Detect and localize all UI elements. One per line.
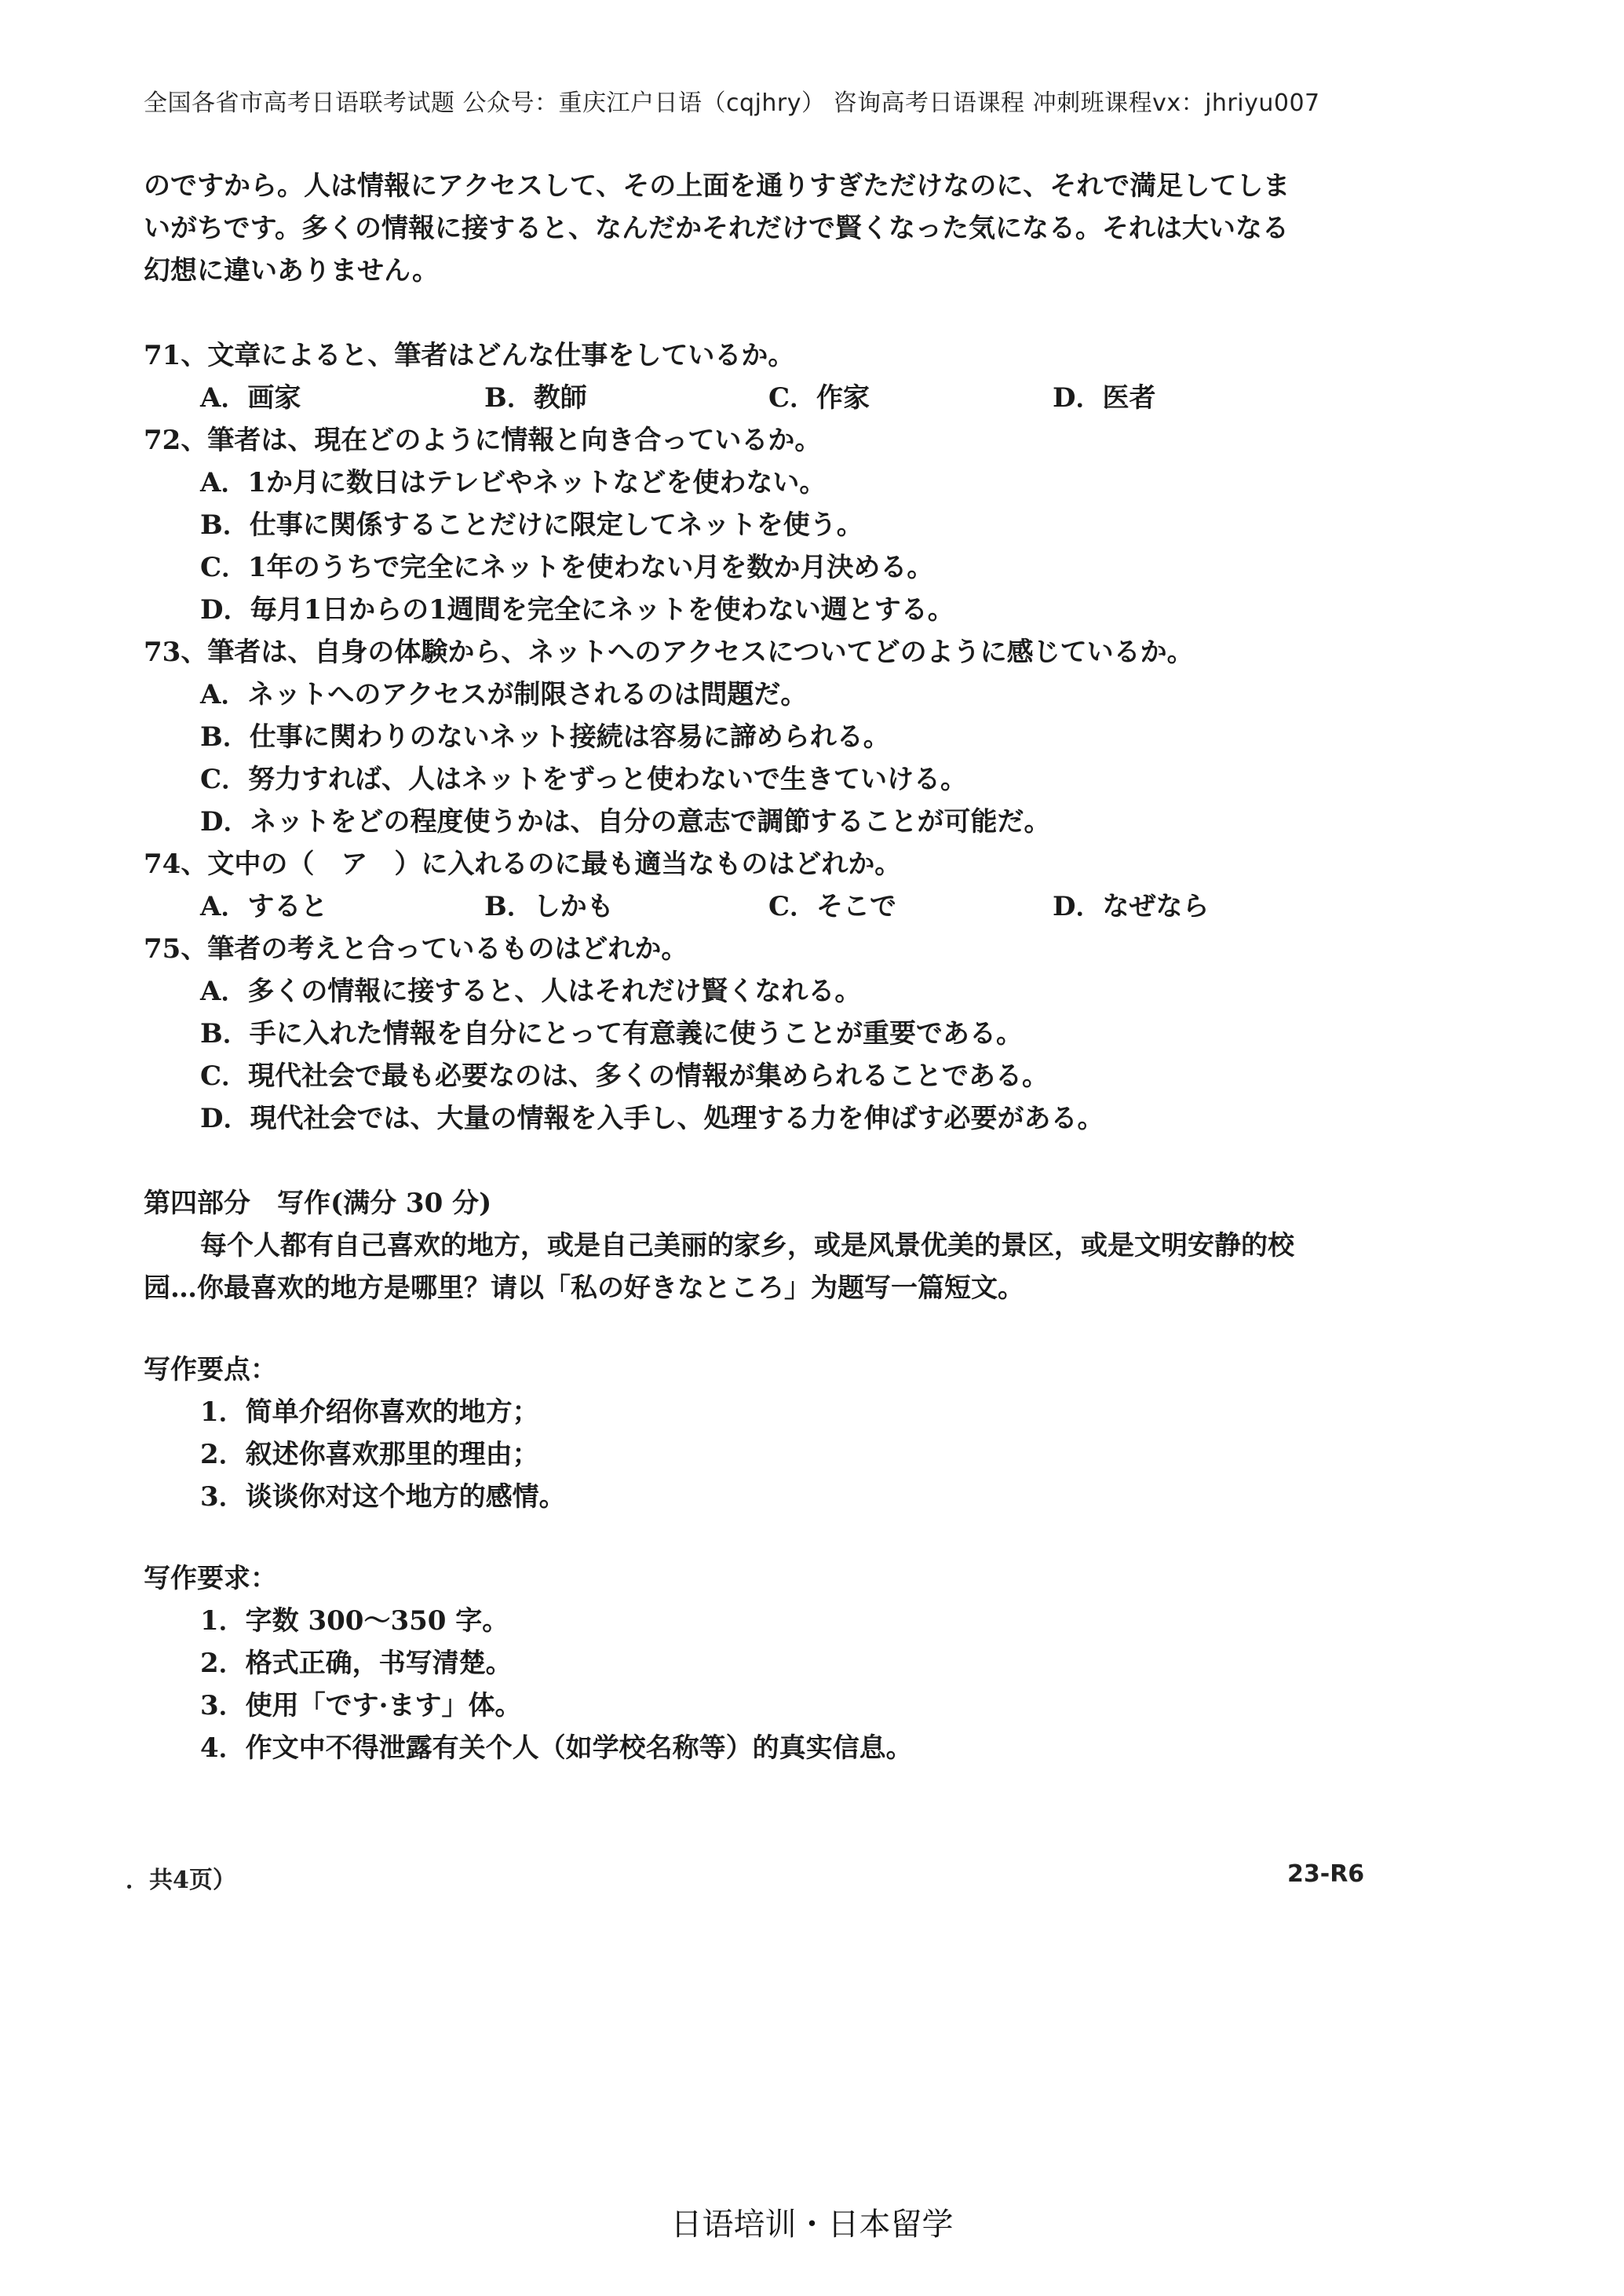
option-c: C．作家 xyxy=(768,382,870,414)
option-d: D．医者 xyxy=(1053,382,1156,414)
writing-points xyxy=(144,1391,1384,1518)
question-72 xyxy=(144,419,1384,631)
question-stem: 74、文中の（ ア ）に入れるのに最も適当なものはどれか。 xyxy=(144,849,902,880)
option-b: B．仕事に関係することだけに限定してネットを使う。 xyxy=(200,509,863,541)
writing-title: 第四部分 写作(满分 30 分) xyxy=(144,1188,492,1219)
writing-prompt-line: 园…你最喜欢的地方是哪里？请以「私の好きなところ」为题写一篇短文。 xyxy=(144,1272,1024,1304)
writing-point: 3．谈谈你对这个地方的感情。 xyxy=(200,1481,566,1513)
writing-requirement: 1．字数 300～350 字。 xyxy=(200,1605,509,1637)
option-d: D．毎月1日からの1週間を完全にネットを使わない週とする。 xyxy=(200,594,954,626)
writing-points-title: 写作要点： xyxy=(144,1354,277,1385)
page-header: 全国各省市高考日语联考试题 公众号：重庆江户日语（cqjhry） 咨询高考日语课程 冲刺班课程vx：jhriyu007 xyxy=(144,89,1320,117)
question-stem: 72、筆者は、現在どのように情報と向き合っているか。 xyxy=(144,425,822,456)
writing-requirements xyxy=(144,1600,1384,1769)
writing-requirement: 2．格式正确，书写清楚。 xyxy=(200,1648,513,1679)
option-a: A．画家 xyxy=(200,382,301,414)
option-d: D．ネットをどの程度使うかは、自分の意志で調節することが可能だ。 xyxy=(200,806,1051,838)
question-stem: 75、筆者の考えと合っているものはどれか。 xyxy=(144,933,688,965)
option-c: C．努力すれば、人はネットをずっと使わないで生きていける。 xyxy=(200,764,968,795)
option-c: C．1年のうちで完全にネットを使わない月を数か月決める。 xyxy=(200,552,934,583)
passage-line: いがちです。多くの情報に接すると、なんだかそれだけで賢くなった気になる。それは大いなる xyxy=(144,213,1289,244)
passage-line: 幻想に違いありません。 xyxy=(144,255,440,287)
writing-requirement: 4．作文中不得泄露有关个人（如学校名称等）的真实信息。 xyxy=(200,1732,913,1764)
option-a: A．多くの情報に接すると、人はそれだけ賢くなれる。 xyxy=(200,976,862,1007)
passage-end xyxy=(144,165,1384,292)
option-a: A．1か月に数日はテレビやネットなどを使わない。 xyxy=(200,467,827,498)
document-body xyxy=(144,165,1384,1769)
writing-section xyxy=(144,1182,1384,1769)
question-71 xyxy=(144,334,1384,419)
page-count-footer: ．共4页） xyxy=(126,1867,236,1894)
writing-point: 1．简单介绍你喜欢的地方； xyxy=(200,1396,539,1428)
writing-requirements-title: 写作要求： xyxy=(144,1563,277,1594)
question-stem: 73、筆者は、自身の体験から、ネットへのアクセスについてどのように感じているか。 xyxy=(144,637,1194,668)
question-75 xyxy=(144,928,1384,1140)
options-row xyxy=(144,377,1384,419)
option-c: C．現代社会で最も必要なのは、多くの情報が集められることである。 xyxy=(200,1060,1049,1092)
option-a: A．ネットへのアクセスが制限されるのは問題だ。 xyxy=(200,679,808,710)
options-list xyxy=(144,462,1384,631)
option-a: A．すると xyxy=(200,891,328,922)
paper-code-footer: 23-R6 xyxy=(1287,1860,1365,1888)
option-d: D．現代社会では、大量の情報を入手し、処理する力を伸ばす必要がある。 xyxy=(200,1103,1104,1134)
option-b: B．教師 xyxy=(484,382,587,414)
options-list xyxy=(144,673,1384,843)
option-b: B．手に入れた情報を自分にとって有意義に使うことが重要である。 xyxy=(200,1018,1024,1049)
option-d: D．なぜなら xyxy=(1053,891,1210,922)
passage-line: のですから。人は情報にアクセスして、その上面を通りすぎただけなのに、それで満足してしま xyxy=(144,170,1290,202)
question-73 xyxy=(144,631,1384,843)
bottom-banner: 日语培训・日本留学 xyxy=(670,2207,954,2243)
question-stem: 71、文章によると、筆者はどんな仕事をしているか。 xyxy=(144,340,795,371)
question-74 xyxy=(144,843,1384,928)
writing-prompt-line: 每个人都有自己喜欢的地方，或是自己美丽的家乡，或是风景优美的景区，或是文明安静的校 xyxy=(200,1230,1294,1261)
option-b: B．しかも xyxy=(484,891,614,922)
option-b: B．仕事に関わりのないネット接続は容易に諦められる。 xyxy=(200,721,890,753)
option-c: C．そこで xyxy=(768,891,897,922)
options-list xyxy=(144,970,1384,1140)
options-row xyxy=(144,885,1384,928)
writing-point: 2．叙述你喜欢那里的理由； xyxy=(200,1439,539,1470)
writing-requirement: 3．使用「です·ます」体。 xyxy=(200,1690,522,1721)
